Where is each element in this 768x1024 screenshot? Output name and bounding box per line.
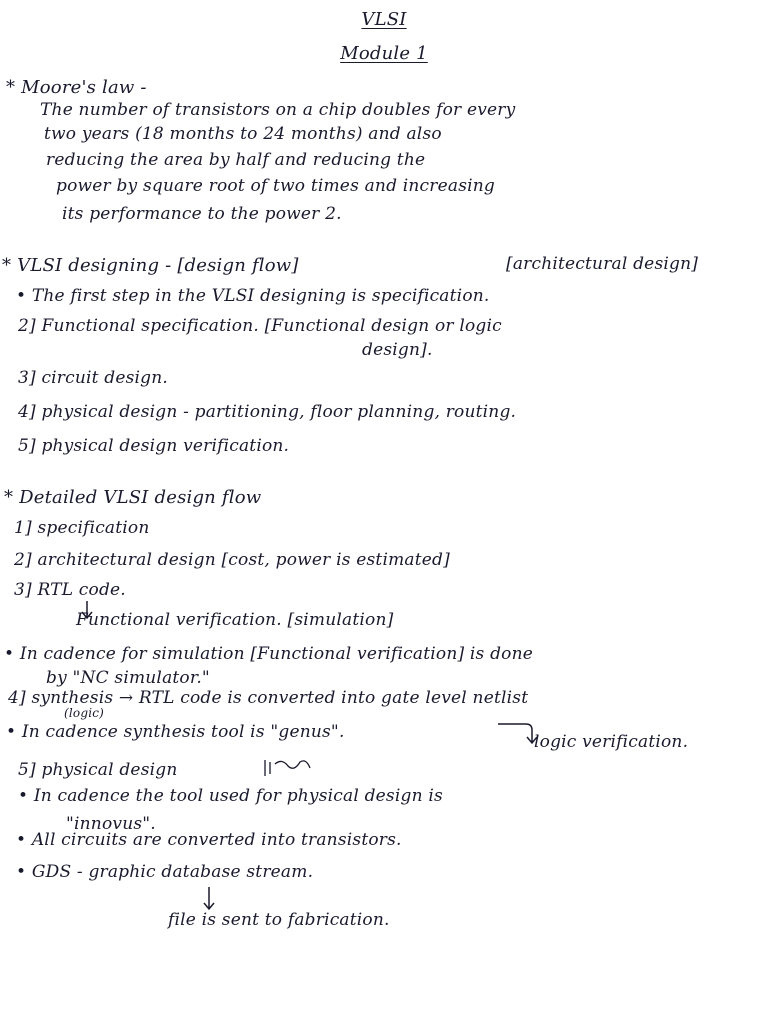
flow-item: design].	[362, 340, 433, 360]
flow-item: 5] physical design verification.	[18, 436, 290, 456]
moore-line: two years (18 months to 24 months) and also	[44, 124, 442, 144]
flow-heading: * VLSI designing - [design flow]	[2, 255, 299, 276]
moore-line: The number of transistors on a chip doubles for every	[40, 100, 516, 120]
detailed-item: 1] specification	[14, 518, 150, 538]
flow-item: • The first step in the VLSI designing is specification.	[16, 286, 490, 306]
flow-side-note: [architectural design]	[506, 254, 699, 274]
flow-item: 3] circuit design.	[18, 368, 169, 388]
down-arrow-icon	[202, 886, 216, 912]
detailed-item: by "NC simulator."	[46, 668, 210, 688]
detailed-item: 5] physical design	[18, 760, 178, 780]
scribble-mark	[262, 756, 314, 780]
flow-item: 2] Functional specification. [Functional design or logic	[18, 316, 502, 336]
moore-line: power by square root of two times and increasing	[56, 176, 495, 196]
detailed-item: 3] RTL code.	[14, 580, 126, 600]
detailed-item: "innovus".	[66, 814, 156, 834]
moore-heading: * Moore's law -	[6, 77, 147, 98]
detailed-item: logic verification.	[534, 732, 689, 752]
detailed-item: • GDS - graphic database stream.	[16, 862, 314, 882]
page-title: VLSI	[361, 9, 407, 30]
flow-item: 4] physical design - partitioning, floor planning, routing.	[18, 402, 517, 422]
detailed-item: • All circuits are converted into transistors.	[16, 830, 402, 850]
detailed-item: 4] synthesis → RTL code is converted into gate level netlist	[8, 688, 529, 708]
detailed-item: • In cadence the tool used for physical design is	[18, 786, 443, 806]
detailed-item: Functional verification. [simulation]	[76, 610, 394, 630]
detailed-item: file is sent to fabrication.	[168, 910, 390, 930]
page-subtitle: Module 1	[340, 43, 428, 64]
detailed-heading: * Detailed VLSI design flow	[4, 487, 262, 508]
detailed-item: (logic)	[64, 706, 105, 720]
detailed-item: 2] architectural design [cost, power is estimated]	[14, 550, 450, 570]
moore-line: reducing the area by half and reducing the	[46, 150, 426, 170]
moore-line: its performance to the power 2.	[62, 204, 342, 224]
detailed-item: • In cadence synthesis tool is "genus".	[6, 722, 345, 742]
detailed-item: • In cadence for simulation [Functional verification] is done	[4, 644, 534, 664]
